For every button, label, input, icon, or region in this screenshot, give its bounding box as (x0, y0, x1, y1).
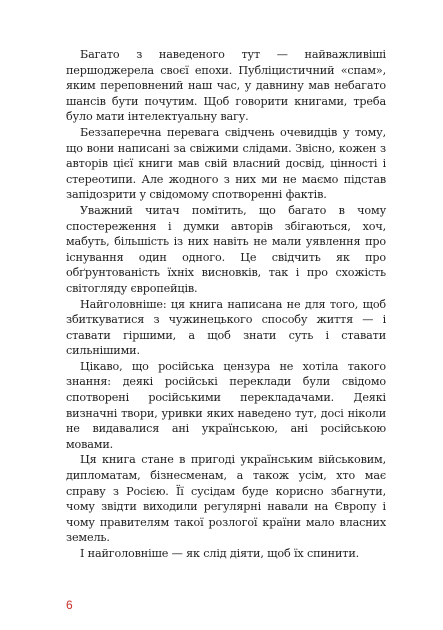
paragraph-4: Найголовніше: ця книга написана не для того, щоб збиткуватися з чужинецького способу життя — і ставати гіршими, а щоб знати суть і ставати сильнішими. (66, 297, 386, 358)
page-number: 6 (66, 598, 73, 612)
paragraph-1: Багато з наведеного тут — найважливіші першоджерела своєї епохи. Публіцистичний «спам», яким переповнений наш час, у давнину мав небагато шансів бути почутим. Щоб говорити книгами, треба було мати інтелектуальну вагу. (66, 48, 386, 124)
paragraph-6: Ця книга стане в пригоді українським військовим, дипломатам, бізнесменам, а також усім, хто має справу з Росією. Її сусідам буде корисно збагнути, чому звідти виходили регулярні навали на Європу і чому правителям такої розлогої країни мало власних земель. (66, 453, 386, 545)
paragraph-5: Цікаво, що російська цензура не хотіла такого знання: деякі російські переклади були свідомо спотворені російськими перекладачами. Деякі визначні твори, уривки яких наведено тут, досі ніколи не видавалися ані українською, ані російською мовами. (66, 359, 386, 451)
paragraph-2: Беззаперечна перевага свідчень очевидців у тому, що вони написані за свіжими слідами. Звісно, кожен з авторів цієї книги мав свій власний досвід, цінності і стереотипи. Але жодного з них ми не маємо підстав запідозрити у свідомому спотворенні фактів. (66, 125, 386, 202)
paragraph-7: І найголовніше — як слід діяти, щоб їх спинити. (80, 547, 360, 560)
paragraph-3: Уважний читач помітить, що багато в чому спостереження і думки авторів збігаються, хоч, мабуть, більшість із них навіть не мали уявлення про існування один одного. Це свідчить як про обґрунтованість їхніх висновків, так і про схожість світогляду європейців. (66, 203, 386, 295)
body-text (66, 47, 386, 562)
